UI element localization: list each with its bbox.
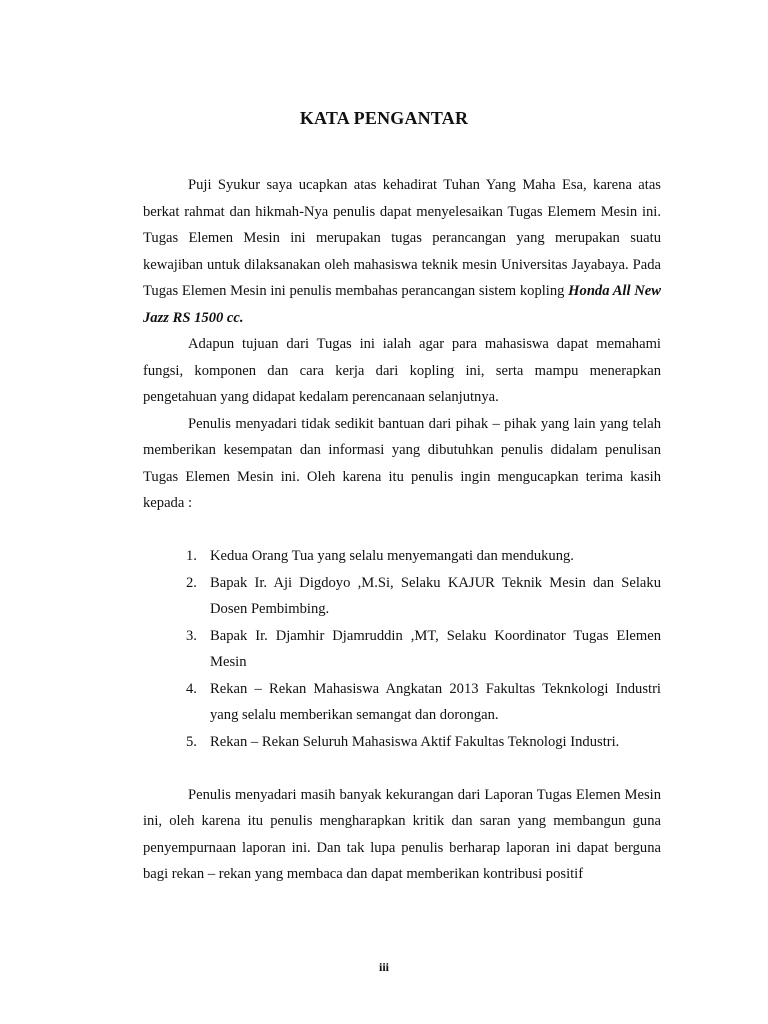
- list-item-number: 2.: [186, 574, 197, 591]
- list-item-text: Bapak Ir. Aji Digdoyo ,M.Si, Selaku KAJUR Teknik Mesin dan Selaku Dosen Pembimbing.: [210, 574, 661, 617]
- page-title: KATA PENGANTAR: [299, 108, 469, 128]
- paragraph-intro: [143, 172, 661, 331]
- paragraph-closing: Penulis menyadari masih banyak kekurangan dari Laporan Tugas Elemen Mesin ini, oleh karena itu penulis mengharapkan kritik dan saran yang membangun guna penyempurnaan laporan ini. Dan tak lupa penulis berharap laporan ini dapat berguna bagi rekan – rekan yang membaca dan dapat memberikan kontribusi positif: [143, 786, 661, 882]
- paragraph-acknowledgement: Penulis menyadari tidak sedikit bantuan dari pihak – pihak yang lain yang telah memberikan kesempatan dan informasi yang dibutuhkan penulis didalam penulisan Tugas Elemen Mesin ini. Oleh karena itu penulis ingin mengucapkan terima kasih kepada :: [143, 415, 661, 511]
- list-item: [186, 676, 661, 729]
- list-item-number: 4.: [186, 680, 197, 697]
- paragraph-purpose: Adapun tujuan dari Tugas ini ialah agar para mahasiswa dapat memahami fungsi, komponen dan cara kerja dari kopling ini, serta mampu menerapkan pengetahuan yang didapat kedalam perencanaan selanjutnya.: [143, 336, 661, 405]
- list-item: [186, 570, 661, 623]
- list-item-text: Bapak Ir. Djamhir Djamruddin ,MT, Selaku Koordinator Tugas Elemen Mesin: [210, 627, 661, 670]
- list-item-number: 1.: [186, 548, 197, 564]
- page-number: iii: [378, 960, 389, 974]
- list-item: [186, 729, 661, 756]
- list-item-number: 3.: [186, 627, 197, 644]
- list-item: [186, 543, 661, 570]
- list-item-text: Kedua Orang Tua yang selalu menyemangati dan mendukung.: [210, 548, 574, 564]
- list-item-text: Rekan – Rekan Mahasiswa Angkatan 2013 Fakultas Teknkologi Industri yang selalu memberikan semangat dan dorongan.: [210, 680, 661, 723]
- car-model-name: Honda All New Jazz RS 1500 cc.: [143, 283, 661, 326]
- list-item: [186, 623, 661, 676]
- document-body: [143, 172, 661, 888]
- list-item-text: Rekan – Rekan Seluruh Mahasiswa Aktif Fakultas Teknologi Industri.: [210, 733, 620, 750]
- thanks-list: [143, 543, 661, 755]
- list-item-number: 5.: [186, 733, 197, 750]
- paragraph-intro-text: Puji Syukur saya ucapkan atas kehadirat Tuhan Yang Maha Esa, karena atas berkat rahmat dan hikmah-Nya penulis dapat menyelesaikan Tugas Elemem Mesin ini. Tugas Elemen Mesin ini merupakan tugas perancangan yang merupakan suatu kewajiban untuk dilaksanakan oleh mahasiswa teknik mesin Universitas Jayabaya. Pada Tugas Elemen Mesin ini penulis membahas perancangan sistem kopling: [143, 177, 661, 299]
